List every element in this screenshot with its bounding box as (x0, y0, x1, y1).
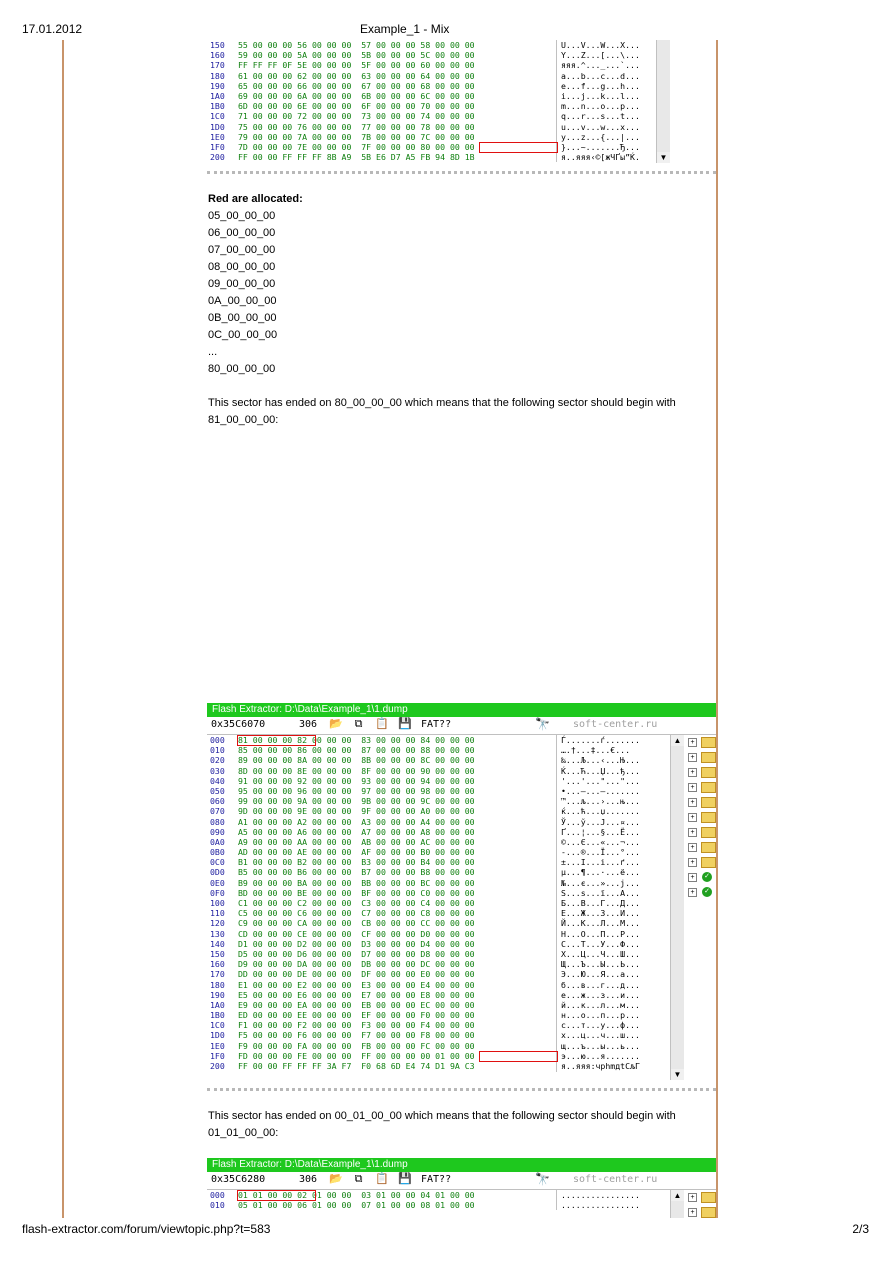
hex-ascii: ….†...‡...€... (561, 745, 631, 756)
hex-ascii: ќ...ћ...џ....... (561, 806, 640, 817)
paste-icon[interactable]: 📋 (375, 1173, 389, 1185)
hex-row (207, 122, 716, 132)
hex-bytes: A1 00 00 00 A2 00 00 00 A3 00 00 00 A4 00 00 00 (238, 816, 475, 827)
hex-offset: 0D0 (210, 867, 225, 878)
hex-offset: 110 (210, 908, 225, 919)
scroll-down-icon[interactable]: ▼ (671, 1069, 684, 1080)
fat-field[interactable]: FAT?? (421, 1174, 452, 1185)
fat-field[interactable]: FAT?? (421, 719, 452, 730)
expand-icon[interactable]: + (688, 843, 697, 852)
hex-offset: 1D0 (210, 121, 225, 132)
expand-icon[interactable]: + (688, 858, 697, 867)
allocated-item: 80_00_00_00 (208, 363, 276, 375)
hex-row (207, 990, 716, 1000)
hex-offset: 160 (210, 959, 225, 970)
hex-offset: 130 (210, 928, 225, 939)
hex-offset: 000 (210, 735, 225, 745)
hex-row (207, 50, 716, 60)
hex-offset: 200 (210, 1061, 225, 1071)
hex-bytes: FD 00 00 00 FE 00 00 00 FF 00 00 00 00 01 00 00 (238, 1050, 475, 1061)
hex-bytes: 6D 00 00 00 6E 00 00 00 6F 00 00 00 70 00 00 00 (238, 101, 475, 112)
print-title: Example_1 - Mix (360, 22, 450, 36)
hex-ascii: б...в...г...д... (561, 979, 640, 990)
hex-ascii: Ґ...¦...§...Ё... (561, 826, 640, 837)
hex-row (207, 949, 716, 959)
expand-icon[interactable]: + (688, 738, 697, 747)
hex-offset: 150 (210, 40, 225, 50)
search-icon[interactable]: 🔭 (535, 1172, 550, 1186)
brand-label: soft-center.ru (573, 1174, 658, 1185)
hex-ascii: ±...І...і...ґ... (561, 857, 640, 868)
hex-bytes: C9 00 00 00 CA 00 00 00 CB 00 00 00 CC 00 00 00 (238, 918, 475, 929)
open-folder-icon[interactable]: 📂 (329, 1173, 343, 1185)
hex-bytes: FF 00 00 FF FF FF 8B A9 5B E6 D7 A5 FB 94 8D 1B (238, 152, 475, 163)
hex-ascii: q...r...s...t... (561, 111, 640, 122)
hex-ascii: u...v...w...x... (561, 121, 640, 132)
hex-ascii: Н...О...П...Р... (561, 928, 640, 939)
expand-icon[interactable]: + (688, 828, 697, 837)
hex-ascii: µ...¶...·...ё... (561, 867, 640, 878)
hex-offset: 1D0 (210, 1030, 225, 1041)
hex-bytes: 85 00 00 00 86 00 00 00 87 00 00 00 88 00 00 00 (238, 745, 475, 756)
hex-ascii: ................ (561, 1200, 640, 1211)
hex-offset: 040 (210, 775, 225, 786)
hex-offset: 190 (210, 80, 225, 91)
hex-row (207, 939, 716, 949)
hex-ascii: х...ц...ч...ш... (561, 1030, 640, 1041)
check-icon: ✓ (702, 887, 712, 897)
hex-offset: 080 (210, 816, 225, 827)
expand-icon[interactable]: + (688, 1193, 697, 1202)
hex-offset: 050 (210, 785, 225, 796)
hex-offset: 070 (210, 806, 225, 817)
allocated-item: ... (208, 346, 218, 358)
hex-offset: 0E0 (210, 877, 225, 888)
hex-bytes: AD 00 00 00 AE 00 00 00 AF 00 00 00 B0 00 00 00 (238, 847, 475, 858)
hex-offset: 160 (210, 50, 225, 61)
hex-row (207, 111, 716, 121)
hex-ascii: №...є...»...ј... (561, 877, 640, 888)
hex-bytes: E5 00 00 00 E6 00 00 00 E7 00 00 00 E8 00 00 00 (238, 989, 475, 1000)
print-url: flash-extractor.com/forum/viewtopic.php?t=583 (22, 1222, 271, 1236)
hex-row (207, 1010, 716, 1020)
print-date: 17.01.2012 (22, 22, 83, 36)
hex-bytes: 79 00 00 00 7A 00 00 00 7B 00 00 00 7C 00 00 00 (238, 131, 475, 142)
hex-ascii: y...z...{...|... (561, 131, 640, 142)
tree-node[interactable] (687, 840, 716, 855)
tree-node[interactable] (687, 810, 716, 825)
tree-node[interactable] (687, 765, 716, 780)
hex-ascii: Ў...ў...Ј...¤... (561, 816, 640, 827)
hex-ascii: й...к...л...м... (561, 999, 640, 1010)
hex-row (207, 745, 716, 755)
hex-offset: 020 (210, 755, 225, 766)
hex-row (207, 786, 716, 796)
hex-offset: 1E0 (210, 1040, 225, 1051)
hex-row (207, 152, 716, 162)
hex-ascii: Y...Z...[...\... (561, 50, 640, 61)
hex-row (207, 142, 716, 152)
hex-row (207, 980, 716, 990)
hex-ascii: е...ж...з...и... (561, 989, 640, 1000)
hex-bytes: F1 00 00 00 F2 00 00 00 F3 00 00 00 F4 00 00 00 (238, 1020, 475, 1031)
hex-bytes: 65 00 00 00 66 00 00 00 67 00 00 00 68 00 00 00 (238, 80, 475, 91)
hex-ascii: Х...Ц...Ч...Ш... (561, 948, 640, 959)
expand-icon[interactable]: + (688, 873, 697, 882)
tree-node[interactable] (687, 795, 716, 810)
hex-row (207, 1200, 716, 1210)
hex-row (207, 1000, 716, 1010)
page-number: 2/3 (852, 1222, 869, 1236)
vertical-scrollbar[interactable] (670, 735, 684, 1080)
hex-bytes: E9 00 00 00 EA 00 00 00 EB 00 00 00 EC 00 00 00 (238, 999, 475, 1010)
scroll-up-icon[interactable]: ▲ (671, 1190, 684, 1201)
hex-bytes: 9D 00 00 00 9E 00 00 00 9F 00 00 00 A0 00 00 00 (238, 806, 475, 817)
hex-row (207, 969, 716, 979)
hex-ascii: яяя.^..._...`... (561, 60, 640, 71)
hex-ascii: U...V...W...X... (561, 40, 640, 50)
hex-bytes: 01 01 00 00 02 01 00 00 03 01 00 00 04 01 00 00 (238, 1190, 475, 1200)
hex-offset: 180 (210, 979, 225, 990)
sector-field[interactable]: 306 (299, 719, 318, 730)
folder-icon (701, 827, 716, 838)
hex-bytes: 05 01 00 00 06 01 00 00 07 01 00 00 08 01 00 00 (238, 1200, 475, 1211)
tree-node[interactable] (687, 870, 716, 885)
hex-bytes: 59 00 00 00 5A 00 00 00 5B 00 00 00 5C 00 00 00 (238, 50, 475, 61)
hex-row (207, 1051, 716, 1061)
hex-offset: 140 (210, 938, 225, 949)
hex-bytes: BD 00 00 00 BE 00 00 00 BF 00 00 00 C0 00 00 00 (238, 887, 475, 898)
address-field[interactable]: 0x35C6070 (211, 719, 266, 730)
folder-icon (701, 767, 716, 778)
toolbar (207, 1172, 716, 1190)
sector-field[interactable]: 306 (299, 1174, 318, 1185)
hex-bytes: 75 00 00 00 76 00 00 00 77 00 00 00 78 00 00 00 (238, 121, 475, 132)
hex-row (207, 60, 716, 70)
hex-dump-window (207, 40, 716, 174)
hex-bytes: D5 00 00 00 D6 00 00 00 D7 00 00 00 D8 00 00 00 (238, 948, 475, 959)
hex-offset: 090 (210, 826, 225, 837)
expand-icon[interactable]: + (688, 768, 697, 777)
folder-icon (701, 737, 716, 748)
hex-ascii: Щ...Ъ...Ы...Ь... (561, 959, 640, 970)
hex-row (207, 71, 716, 81)
hex-row (207, 1041, 716, 1051)
hex-offset: 1C0 (210, 1020, 225, 1031)
hex-row (207, 40, 716, 50)
hex-ascii: Е...Ж...З...И... (561, 908, 640, 919)
allocation-highlight (479, 1051, 558, 1062)
hex-offset: 1E0 (210, 131, 225, 142)
hex-bytes: B1 00 00 00 B2 00 00 00 B3 00 00 00 B4 00 00 00 (238, 857, 475, 868)
hex-ascii: Ѓ.......ѓ....... (561, 735, 640, 745)
hex-row (207, 837, 716, 847)
hex-bytes: C5 00 00 00 C6 00 00 00 C7 00 00 00 C8 00 00 00 (238, 908, 475, 919)
hex-bytes: E1 00 00 00 E2 00 00 00 E3 00 00 00 E4 00 00 00 (238, 979, 475, 990)
copy-icon[interactable]: ⧉ (354, 718, 363, 730)
hex-bytes: FF 00 00 FF FF FF 3A F7 F0 68 6D E4 74 D1 9A C3 (238, 1061, 475, 1071)
hex-offset: 0C0 (210, 857, 225, 868)
hex-ascii: •...–...—....... (561, 785, 640, 796)
tree-node[interactable] (687, 855, 716, 870)
expand-icon[interactable]: + (688, 798, 697, 807)
hex-bytes: 81 00 00 00 82 00 00 00 83 00 00 00 84 00 00 00 (238, 735, 475, 745)
hex-offset: 180 (210, 70, 225, 81)
allocated-item: 0A_00_00_00 (208, 295, 277, 307)
allocated-item: 06_00_00_00 (208, 227, 276, 239)
post-right-border (716, 40, 718, 1218)
hex-offset: 0B0 (210, 847, 225, 858)
vertical-scrollbar[interactable] (670, 1190, 684, 1218)
hex-row (207, 755, 716, 765)
hex-row (207, 817, 716, 827)
hex-ascii: н...о...п...р... (561, 1010, 640, 1021)
hex-bytes: 61 00 00 00 62 00 00 00 63 00 00 00 64 00 00 00 (238, 70, 475, 81)
hex-ascii: щ...ъ...ы...ь... (561, 1040, 640, 1051)
hex-row (207, 827, 716, 837)
hex-offset: 120 (210, 918, 225, 929)
open-folder-icon[interactable]: 📂 (329, 718, 343, 730)
hex-row (207, 918, 716, 928)
hex-row (207, 776, 716, 786)
hex-offset: 060 (210, 796, 225, 807)
hex-ascii: ‰...Љ...‹...Њ... (561, 755, 640, 766)
window-title: Flash Extractor: D:\Data\Example_1\1.dump (207, 1158, 716, 1172)
allocated-item: 07_00_00_00 (208, 244, 276, 256)
folder-icon (701, 842, 716, 853)
hex-bytes: 7D 00 00 00 7E 00 00 00 7F 00 00 00 80 00 00 00 (238, 141, 475, 152)
hex-row (207, 806, 716, 816)
hex-offset: 190 (210, 989, 225, 1000)
hex-ascii: i...j...k...l... (561, 90, 640, 101)
allocation-highlight (479, 142, 558, 153)
allocated-item: 0C_00_00_00 (208, 329, 278, 341)
folder-icon (701, 1207, 716, 1218)
post-left-border (62, 40, 64, 1218)
hex-offset: 1C0 (210, 111, 225, 122)
paste-icon[interactable]: 📋 (375, 718, 389, 730)
allocated-item: 0B_00_00_00 (208, 312, 277, 324)
expand-icon[interactable]: + (688, 1208, 697, 1217)
hex-bytes: F9 00 00 00 FA 00 00 00 FB 00 00 00 FC 00 00 00 (238, 1040, 475, 1051)
hex-bytes: 95 00 00 00 96 00 00 00 97 00 00 00 98 00 00 00 (238, 785, 475, 796)
folder-icon (701, 812, 716, 823)
tree-node[interactable] (687, 825, 716, 840)
tree-node[interactable] (687, 750, 716, 765)
allocated-item: 09_00_00_00 (208, 278, 276, 290)
hex-bytes: 91 00 00 00 92 00 00 00 93 00 00 00 94 00 00 00 (238, 775, 475, 786)
post-paragraph: This sector has ended on 80_00_00_00 which means that the following sector should begin with 81_00_00_00: (208, 397, 676, 426)
allocated-item: 05_00_00_00 (208, 210, 276, 222)
hex-offset: 030 (210, 765, 225, 776)
tree-node[interactable] (687, 780, 716, 795)
hex-bytes: F5 00 00 00 F6 00 00 00 F7 00 00 00 F8 00 00 00 (238, 1030, 475, 1041)
hex-bytes: 55 00 00 00 56 00 00 00 57 00 00 00 58 00 00 00 (238, 40, 475, 50)
hex-ascii: я..яяя‹©[жЧҐы”Ќ. (561, 152, 640, 163)
search-icon[interactable]: 🔭 (535, 717, 550, 731)
scroll-up-icon[interactable]: ▲ (671, 735, 684, 746)
post-text-block (208, 191, 716, 429)
hex-ascii: э...ю...я....... (561, 1050, 640, 1061)
hex-offset: 010 (210, 745, 225, 756)
column-divider (556, 1190, 557, 1210)
hex-dump-body (207, 1190, 716, 1218)
hex-ascii: Э...Ю...Я...а... (561, 969, 640, 980)
allocated-list (208, 208, 716, 378)
hex-offset: 170 (210, 969, 225, 980)
hex-bytes: FF FF FF 0F 5E 00 00 00 5F 00 00 00 60 00 00 00 (238, 60, 475, 71)
hex-row (207, 766, 716, 776)
allocated-heading: Red are allocated: (208, 193, 303, 205)
hex-bytes: 99 00 00 00 9A 00 00 00 9B 00 00 00 9C 00 00 00 (238, 796, 475, 807)
hex-offset: 1A0 (210, 90, 225, 101)
expand-icon[interactable]: + (688, 783, 697, 792)
hex-offset: 0A0 (210, 836, 225, 847)
hex-offset: 100 (210, 898, 225, 908)
hex-dump-body (207, 40, 716, 163)
tree-node[interactable] (687, 1205, 716, 1218)
hex-ascii: ™...љ...›...њ... (561, 796, 640, 807)
hex-bytes: D1 00 00 00 D2 00 00 00 D3 00 00 00 D4 00 00 00 (238, 938, 475, 949)
folder-icon (701, 1192, 716, 1203)
allocation-highlight (237, 1190, 316, 1201)
scroll-down-icon[interactable]: ▼ (657, 152, 670, 163)
column-divider (556, 735, 557, 1072)
save-icon[interactable]: 💾 (398, 1173, 412, 1185)
hex-offset: 170 (210, 60, 225, 71)
save-icon[interactable]: 💾 (398, 718, 412, 730)
hex-offset: 1F0 (210, 141, 225, 152)
hex-ascii: Ѕ...ѕ...ї...А... (561, 887, 640, 898)
check-icon: ✓ (702, 872, 712, 882)
hex-row (207, 796, 716, 806)
hex-ascii: Ќ...Ћ...Џ...ђ... (561, 765, 640, 776)
hex-offset: 010 (210, 1200, 225, 1211)
hex-bytes: 8D 00 00 00 8E 00 00 00 8F 00 00 00 90 00 00 00 (238, 765, 475, 776)
file-tree (687, 1190, 716, 1218)
hex-ascii: }...~.......Ђ... (561, 141, 640, 152)
hex-row (207, 908, 716, 918)
hex-row (207, 929, 716, 939)
allocated-item: 08_00_00_00 (208, 261, 276, 273)
hex-bytes: D9 00 00 00 DA 00 00 00 DB 00 00 00 DC 00 00 00 (238, 959, 475, 970)
hex-ascii: m...n...o...p... (561, 101, 640, 112)
hex-row (207, 132, 716, 142)
expand-icon[interactable]: + (688, 813, 697, 822)
hex-offset: 1B0 (210, 1010, 225, 1021)
tree-node[interactable] (687, 885, 716, 900)
folder-icon (701, 752, 716, 763)
hex-row (207, 857, 716, 867)
folder-icon (701, 857, 716, 868)
vertical-scrollbar[interactable] (656, 40, 670, 163)
tree-node[interactable] (687, 735, 716, 750)
hex-row (207, 867, 716, 877)
toolbar (207, 717, 716, 735)
hex-row (207, 81, 716, 91)
hex-dump-window (207, 1158, 716, 1218)
hex-ascii: с...т...у...ф... (561, 1020, 640, 1031)
allocation-highlight (237, 735, 316, 746)
hex-offset: 0F0 (210, 887, 225, 898)
hex-offset: 000 (210, 1190, 225, 1200)
hex-ascii: я..яяя:чрhmдtСљГ (561, 1061, 640, 1071)
hex-bytes: 89 00 00 00 8A 00 00 00 8B 00 00 00 8C 00 00 00 (238, 755, 475, 766)
hex-row (207, 91, 716, 101)
hex-dump-window (207, 703, 716, 1091)
expand-icon[interactable]: + (688, 888, 697, 897)
hex-row (207, 101, 716, 111)
expand-icon[interactable]: + (688, 753, 697, 762)
hex-dump-body (207, 735, 716, 1080)
hex-row (207, 878, 716, 888)
hex-ascii: С...Т...У...Ф... (561, 938, 640, 949)
hex-row (207, 888, 716, 898)
hex-ascii: e...f...g...h... (561, 80, 640, 91)
hex-bytes: A5 00 00 00 A6 00 00 00 A7 00 00 00 A8 00 00 00 (238, 826, 475, 837)
copy-icon[interactable]: ⧉ (354, 1173, 363, 1185)
hex-row (207, 1061, 716, 1071)
brand-label: soft-center.ru (573, 719, 658, 730)
hex-ascii: '...'..."..."... (561, 775, 640, 786)
hex-offset: 200 (210, 152, 225, 163)
hex-bytes: B9 00 00 00 BA 00 00 00 BB 00 00 00 BC 00 00 00 (238, 877, 475, 888)
hex-ascii: -...®...Ї...°... (561, 847, 640, 858)
hex-bytes: A9 00 00 00 AA 00 00 00 AB 00 00 00 AC 00 00 00 (238, 836, 475, 847)
hex-bytes: B5 00 00 00 B6 00 00 00 B7 00 00 00 B8 00 00 00 (238, 867, 475, 878)
hex-bytes: C1 00 00 00 C2 00 00 00 C3 00 00 00 C4 00 00 00 (238, 898, 475, 908)
folder-icon (701, 797, 716, 808)
hex-ascii: ©...Є...«...¬... (561, 836, 640, 847)
hex-ascii: Й...К...Л...М... (561, 918, 640, 929)
hex-bytes: 69 00 00 00 6A 00 00 00 6B 00 00 00 6C 00 00 00 (238, 90, 475, 101)
file-tree (687, 735, 716, 900)
hex-row (207, 1030, 716, 1040)
hex-offset: 1F0 (210, 1050, 225, 1061)
hex-offset: 1A0 (210, 999, 225, 1010)
folder-icon (701, 782, 716, 793)
hex-row (207, 847, 716, 857)
hex-bytes: ED 00 00 00 EE 00 00 00 EF 00 00 00 F0 00 00 00 (238, 1010, 475, 1021)
address-field[interactable]: 0x35C6280 (211, 1174, 266, 1185)
hex-row (207, 898, 716, 908)
hex-row (207, 959, 716, 969)
tree-node[interactable] (687, 1190, 716, 1205)
hex-ascii: ................ (561, 1190, 640, 1200)
hex-offset: 150 (210, 948, 225, 959)
hex-bytes: DD 00 00 00 DE 00 00 00 DF 00 00 00 E0 00 00 00 (238, 969, 475, 980)
hex-row (207, 1020, 716, 1030)
hex-ascii: a...b...c...d... (561, 70, 640, 81)
hex-ascii: Б...В...Г...Д... (561, 898, 640, 908)
post-paragraph: This sector has ended on 00_01_00_00 which means that the following sector should begin with 01_01_00_00: (208, 1110, 676, 1139)
window-title: Flash Extractor: D:\Data\Example_1\1.dump (207, 703, 716, 717)
hex-bytes: 71 00 00 00 72 00 00 00 73 00 00 00 74 00 00 00 (238, 111, 475, 122)
hex-bytes: CD 00 00 00 CE 00 00 00 CF 00 00 00 D0 00 00 00 (238, 928, 475, 939)
hex-offset: 1B0 (210, 101, 225, 112)
